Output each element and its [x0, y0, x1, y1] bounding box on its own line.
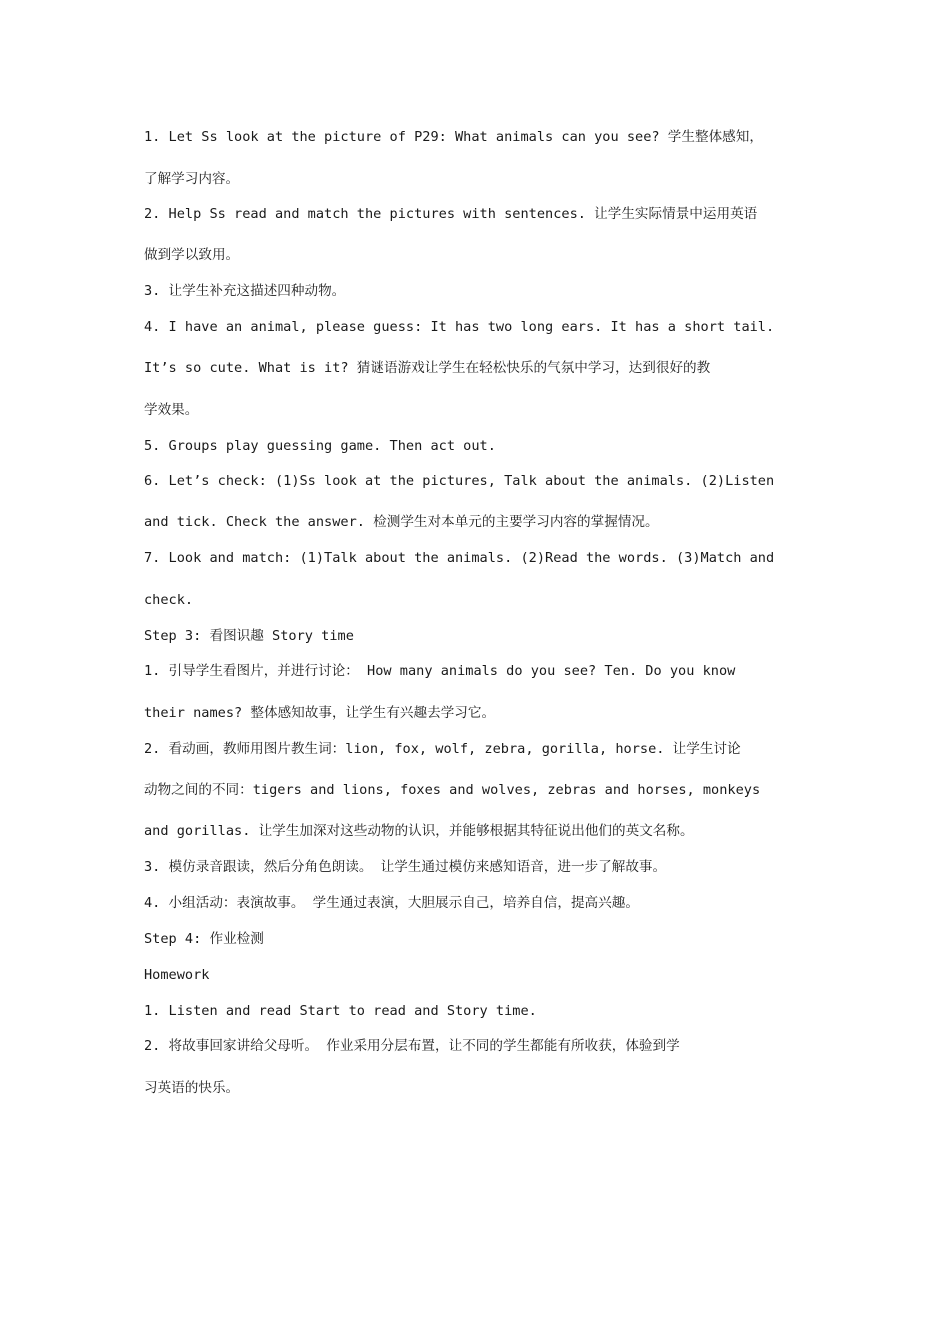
text-line: 6. Let’s check: (1)Ss look at the pictures, Talk about the animals. (2)Listen [144, 473, 775, 489]
section-heading: Step 4: 作业检测 [144, 931, 264, 947]
text-line: and tick. Check the answer. 检测学生对本单元的主要学习内容的掌握情况。 [144, 514, 659, 530]
section-heading: Step 3: 看图识趣 Story time [144, 628, 354, 644]
text-line: their names? 整体感知故事，让学生有兴趣去学习它。 [144, 705, 496, 721]
text-line: 了解学习内容。 [144, 171, 240, 187]
text-line: 1. Let Ss look at the picture of P29: What animals can you see? 学生整体感知， [144, 129, 763, 145]
text-line: 4. 小组活动：表演故事。 学生通过表演，大胆展示自己，培养自信，提高兴趣。 [144, 895, 639, 911]
text-line: It’s so cute. What is it? 猜谜语游戏让学生在轻松快乐的气氛中学习，达到很好的教 [144, 360, 711, 376]
text-line: 7. Look and match: (1)Talk about the animals. (2)Read the words. (3)Match and [144, 550, 775, 566]
text-line: 习英语的快乐。 [144, 1080, 240, 1096]
section-heading: Homework [144, 967, 210, 983]
text-line: 2. 将故事回家讲给父母听。 作业采用分层布置，让不同的学生都能有所收获，体验到学 [144, 1038, 680, 1054]
text-line: 4. I have an animal, please guess: It has two long ears. It has a short tail. [144, 319, 775, 335]
text-line: 3. 让学生补充这描述四种动物。 [144, 283, 346, 299]
text-line: 学效果。 [144, 402, 199, 418]
text-line: 3. 模仿录音跟读，然后分角色朗读。 让学生通过模仿来感知语音，进一步了解故事。 [144, 859, 667, 875]
text-line: 1. 引导学生看图片，并进行讨论： How many animals do you see? Ten. Do you know [144, 663, 736, 679]
text-line: 5. Groups play guessing game. Then act out. [144, 438, 496, 454]
text-line: 2. 看动画，教师用图片教生词：lion, fox, wolf, zebra, gorilla, horse. 让学生讨论 [144, 741, 741, 757]
text-line: 动物之间的不同：tigers and lions, foxes and wolves, zebras and horses, monkeys [144, 782, 761, 798]
text-line: 2. Help Ss read and match the pictures with sentences. 让学生实际情景中运用英语 [144, 206, 758, 222]
text-line: 1. Listen and read Start to read and Story time. [144, 1003, 537, 1019]
text-line: check. [144, 592, 194, 608]
text-line: 做到学以致用。 [144, 247, 240, 263]
text-line: and gorillas. 让学生加深对这些动物的认识，并能够根据其特征说出他们的英文名称。 [144, 823, 694, 839]
